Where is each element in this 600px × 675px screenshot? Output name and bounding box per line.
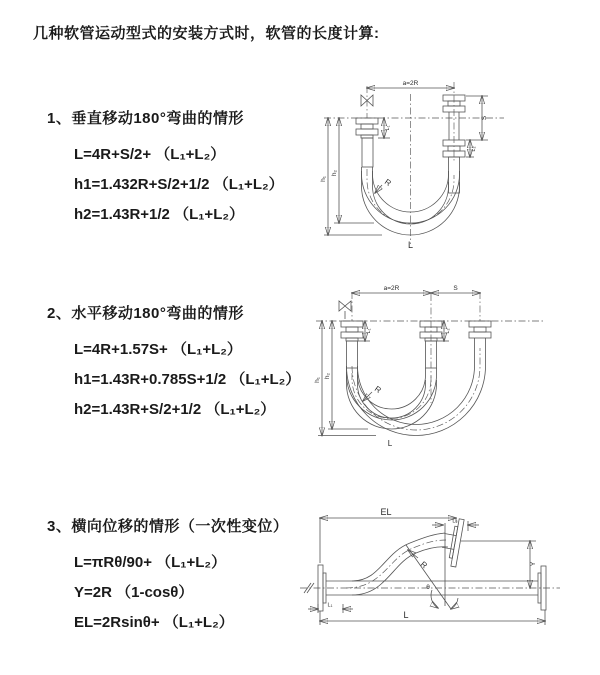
dim-y-label: Y: [530, 561, 537, 567]
formula-length: L=4R+S/2+ （L₁+L₂）: [74, 146, 226, 163]
radius-label: R: [372, 384, 383, 395]
dim-span-label: a=2R: [383, 285, 400, 292]
theta-label: θ: [426, 584, 430, 591]
dim-stroke-label: S: [481, 115, 488, 121]
radius-label: R: [418, 559, 429, 571]
radius-label: R: [382, 177, 393, 188]
right-pipe-fitting: [469, 321, 491, 338]
length-label: L: [387, 439, 393, 448]
angle-construction: [406, 523, 458, 609]
left-pipe-fitting: [356, 118, 378, 167]
section-1-heading: 1、垂直移动180°弯曲的情形: [47, 110, 244, 127]
dim-h1-label: h₁: [320, 176, 327, 182]
dim-end2-label: L₂: [445, 328, 451, 334]
formula-h1: h1=1.43R+0.785S+1/2 （L₁+L₂）: [74, 371, 301, 388]
hose-u-bend-displaced: [347, 338, 486, 436]
dim-stroke-label: S: [453, 285, 458, 292]
dim-h2-label: h₂: [324, 372, 331, 380]
dim-span-label: a=2R: [402, 80, 419, 87]
diagram-horizontal-180-bend: [308, 278, 563, 460]
page-title: 几种软管运动型式的安装方式时，软管的长度计算:: [33, 25, 380, 42]
diagram-vertical-180-bend: [312, 72, 562, 262]
dim-h2-label: h₂: [331, 169, 338, 177]
hose-u-bend-original: [347, 368, 437, 429]
formula-h2: h2=1.43R+S/2+1/2 （L₁+L₂）: [74, 401, 276, 418]
dim-h1-label: h₁: [314, 377, 321, 383]
dim-length-label: L: [403, 610, 409, 620]
radius-leader: [375, 185, 382, 193]
section-3-text: [47, 515, 317, 638]
left-pipe-fitting: [341, 321, 363, 368]
section-1-text: [47, 107, 317, 230]
dim-el-label: EL: [380, 507, 392, 517]
valve-icon: [339, 301, 351, 311]
dim-end1-label: L₁: [385, 125, 391, 131]
section-3-heading: 3、横向位移的情形（一次性变位）: [47, 518, 289, 535]
formula-el: EL=2Rsinθ+ （L₁+L₂）: [74, 614, 234, 631]
diagram-lateral-displacement: [298, 503, 593, 655]
formula-y: Y=2R （1-cosθ）: [74, 584, 194, 601]
formula-length: L=πRθ/90+ （L₁+L₂）: [74, 554, 227, 571]
length-label: L: [407, 240, 414, 250]
formula-h1: h1=1.432R+S/2+1/2 （L₁+L₂）: [74, 176, 284, 193]
dim-end2-label: L₂: [471, 146, 477, 152]
section-2-text: [47, 302, 317, 425]
formula-h2: h2=1.43R+1/2 （L₁+L₂）: [74, 206, 245, 223]
dim-end2-label: L₂: [452, 518, 458, 525]
dim-end1-label: L₁: [366, 328, 372, 334]
formula-length: L=4R+1.57S+ （L₁+L₂）: [74, 341, 242, 358]
section-2-heading: 2、水平移动180°弯曲的情形: [47, 305, 244, 322]
dim-end1-label: L₁: [327, 602, 333, 609]
hose-s-curve: [346, 533, 448, 595]
